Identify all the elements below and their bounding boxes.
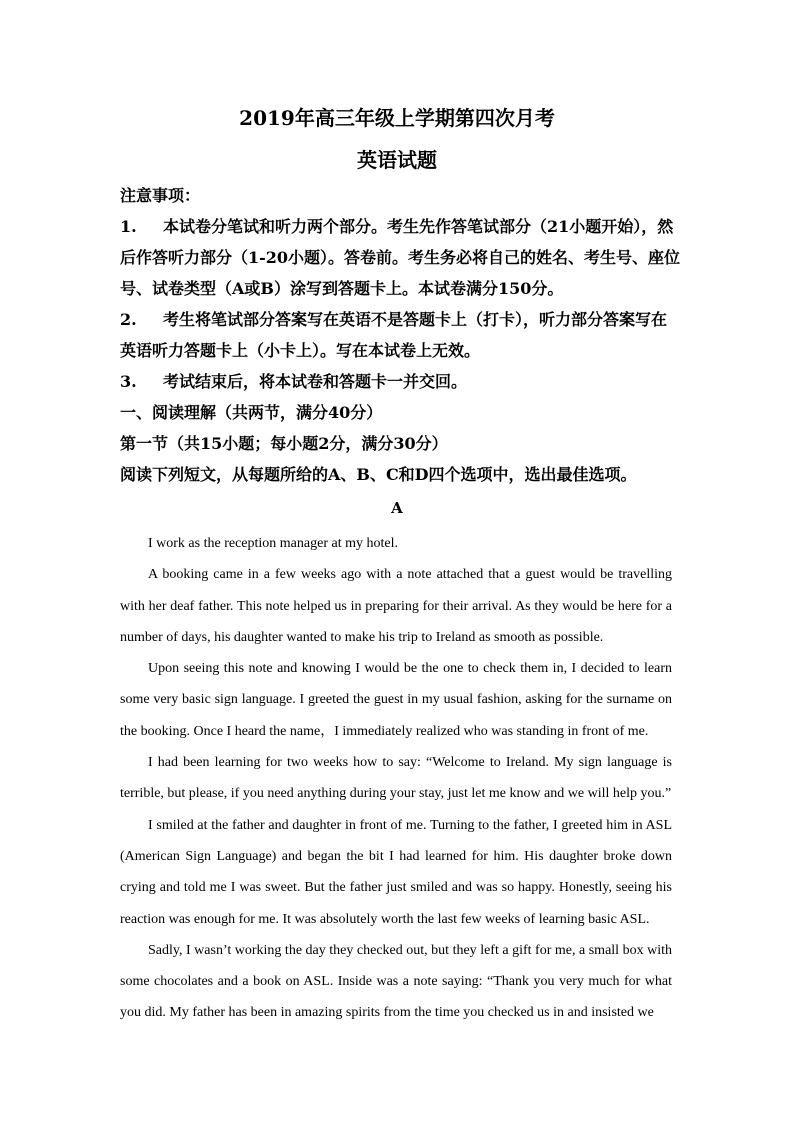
subsection-title: 第一节（共15小题；每小题2分，满分30分） bbox=[120, 434, 448, 453]
note-item-2-line-1 bbox=[120, 304, 680, 335]
passage-paragraph: Sadly, I wasn’t working the day they checked out, but they left a gift for me, a small box with some chocolates and a book on ASL. Inside was a note saying: “Thank you very much for what you did. My father has been in amazing spirits from the time you checked us in and insisted we bbox=[120, 942, 672, 1021]
note-text: 考生将笔试部分答案写在英语不是答题卡上（打卡），听力部分答案写在 bbox=[163, 310, 668, 329]
passage-paragraph: I smiled at the father and daughter in front of me. Turning to the father, I greeted him in ASL (American Sign Language) and began the bit I had learned for him. His daughter broke down crying and told me I was sweet. But the father just smiled and was so happy. Honestly, seeing his reaction was enough for me. It was absolutely worth the last few weeks of learning basic ASL. bbox=[120, 817, 672, 927]
section-instruction: 阅读下列短文，从每题所给的A、B、C和D四个选项中，选出最佳选项。 bbox=[120, 465, 637, 484]
passage-paragraph: Upon seeing this note and knowing I would be the one to check them in, I decided to learn some very basic sign language. I greeted the guest in my usual fashion, asking for the surname on the booking. Once I heard the name，I immediately realized who was standing in front of me. bbox=[120, 661, 672, 739]
notes-heading: 注意事项： bbox=[120, 186, 201, 205]
passage-label: A bbox=[391, 499, 403, 517]
note-text: 本试卷分笔试和听力两个部分。考生先作答笔试部分（21小题开始），然 bbox=[163, 217, 674, 236]
part-title: 一、阅读理解（共两节，满分40分） bbox=[120, 403, 383, 422]
reading-passage bbox=[120, 528, 672, 1029]
passage-paragraph: A booking came in a few weeks ago with a note attached that a guest would be travelling with her deaf father. This note helped us in preparing for their arrival. As they would be here for a number of days, his daughter wanted to make his trip to Ireland as smooth as possible. bbox=[120, 567, 672, 645]
note-number: 3. bbox=[120, 372, 137, 391]
passage-paragraph: I work as the reception manager at my hotel. bbox=[148, 536, 398, 551]
note-item-2-line-2: 英语听力答题卡上（小卡上）。写在本试卷上无效。 bbox=[120, 341, 481, 360]
note-item-1-line-2: 后作答听力部分（1-20小题）。答卷前。考生务必将自己的姓名、考生号、座位 bbox=[120, 248, 681, 267]
passage-paragraph: I had been learning for two weeks how to say: “Welcome to Ireland. My sign language is terrible, but please, if you need anything during your stay, just let me know and we will help you.” bbox=[120, 755, 672, 802]
note-text: 考试结束后，将本试卷和答题卡一并交回。 bbox=[163, 372, 468, 391]
note-item-1-line-1 bbox=[120, 211, 680, 242]
note-item-1-line-3: 号、试卷类型（A或B）涂写到答题卡上。本试卷满分150分。 bbox=[120, 279, 564, 298]
exam-subtitle: 英语试题 bbox=[357, 148, 437, 172]
instructions-block bbox=[120, 180, 680, 490]
exam-title: 2019年高三年级上学期第四次月考 bbox=[239, 106, 555, 130]
note-number: 2. bbox=[120, 310, 137, 329]
note-number: 1. bbox=[120, 217, 137, 236]
note-item-3-line-1 bbox=[120, 366, 680, 397]
